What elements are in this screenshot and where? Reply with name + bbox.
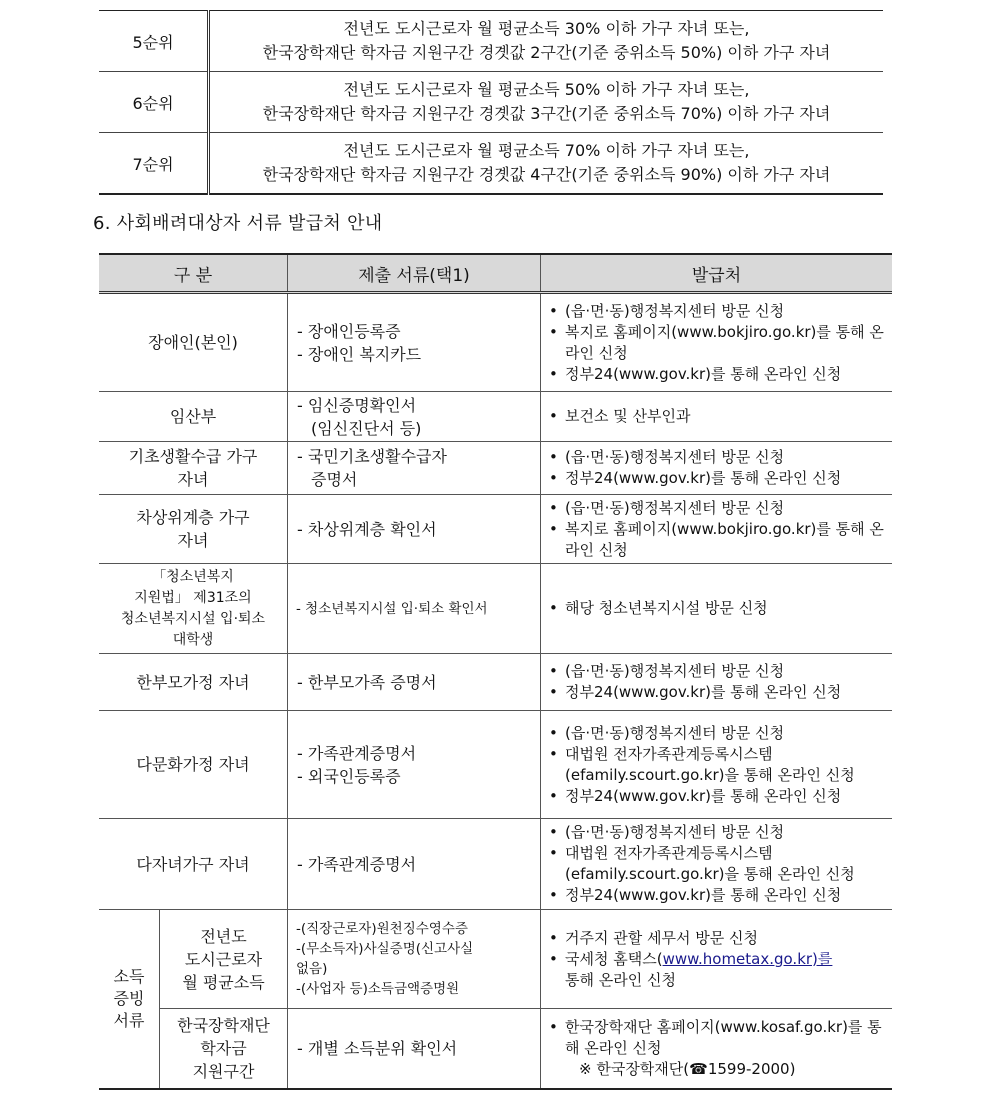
label-line: 서류 — [113, 1010, 145, 1030]
contact-note: ※ 한국장학재단(☎1599-2000) — [579, 1059, 796, 1078]
document-item: -(무소득자)사실증명(신고사실 — [296, 941, 474, 957]
document-item: - 청소년복지시설 입·퇴소 확인서 — [296, 600, 488, 617]
document-item: 없음) — [296, 961, 328, 977]
issuer-item: • 정부24(www.gov.kr)를 통해 온라인 신청 — [549, 683, 842, 701]
category-line: 한국장학재단 — [177, 1015, 270, 1035]
issuer-text: 통해 온라인 신청 — [565, 970, 676, 989]
issuer-item: • (읍·면·동)행정복지센터 방문 신청 — [549, 498, 785, 517]
rank-description — [209, 133, 884, 195]
table-row — [99, 1009, 892, 1089]
category-cell: 임산부 — [99, 392, 288, 442]
category-line: 「청소년복지 — [152, 568, 234, 585]
category-line: 자녀 — [177, 531, 209, 550]
header-issuer: 발급처 — [541, 254, 893, 293]
issuer-cell — [541, 1009, 893, 1089]
rank-desc-line: 전년도 도시근로자 월 평균소득 70% 이하 가구 자녀 또는, — [343, 141, 750, 160]
category-cell — [160, 910, 288, 1009]
issuer-item: • 보건소 및 산부인과 — [549, 407, 691, 425]
table-row — [99, 564, 892, 654]
issuer-item: • (읍·면·동)행정복지센터 방문 신청 — [549, 448, 785, 466]
documents-cell — [288, 910, 541, 1009]
table-row — [99, 654, 892, 711]
category-cell: 한부모가정 자녀 — [99, 654, 288, 711]
document-item: - 외국인등록증 — [297, 766, 401, 786]
table-row — [99, 392, 892, 442]
rank-table — [99, 10, 883, 195]
issuer-item: • 정부24(www.gov.kr)를 통해 온라인 신청 — [549, 364, 842, 383]
documents-cell — [288, 495, 541, 564]
table-row — [99, 293, 892, 392]
rank-desc-line: 한국장학재단 학자금 지원구간 경곗값 2구간(기준 중위소득 50%) 이하 가구 자녀 — [262, 43, 831, 62]
issuer-item: • 대법원 전자가족관계등록시스템 (efamily.scourt.go.kr)을 통해 온라인 신청 — [549, 844, 855, 883]
document-issuer-table — [99, 253, 892, 1090]
document-item: - 국민기초생활수급자 — [297, 447, 447, 466]
label-line: 소득 — [113, 966, 145, 986]
issuer-item: • (읍·면·동)행정복지센터 방문 신청 — [549, 823, 785, 841]
category-line: 월 평균소득 — [182, 972, 265, 992]
category-cell: 장애인(본인) — [99, 293, 288, 392]
documents-cell — [288, 293, 541, 392]
section-heading: 6. 사회배려대상자 서류 발급처 안내 — [93, 213, 383, 234]
table-row — [99, 711, 892, 819]
issuer-text: 국세청 홈택스( — [565, 949, 663, 968]
issuer-cell — [541, 392, 893, 442]
header-category: 구 분 — [99, 254, 288, 293]
table-header-row — [99, 254, 892, 293]
category-line: 전년도 — [200, 926, 247, 946]
document-item: - 임신증명확인서 — [297, 395, 417, 415]
rank-desc-line: 전년도 도시근로자 월 평균소득 30% 이하 가구 자녀 또는, — [343, 19, 750, 38]
issuer-cell — [541, 910, 893, 1009]
rank-label: 6순위 — [99, 72, 209, 133]
issuer-item: • 복지로 홈페이지(www.bokjiro.go.kr)를 통해 온라인 신청 — [549, 322, 884, 362]
category-cell — [99, 442, 288, 495]
category-cell: 다문화가정 자녀 — [99, 711, 288, 819]
category-line: 자녀 — [177, 470, 209, 489]
rank-label: 7순위 — [99, 133, 209, 195]
issuer-item: • 대법원 전자가족관계등록시스템 (efamily.scourt.go.kr)을 통해 온라인 신청 — [549, 744, 855, 784]
issuer-cell — [541, 564, 893, 654]
table-row — [99, 442, 892, 495]
document-item: 증명서 — [311, 470, 358, 489]
category-cell — [160, 1009, 288, 1089]
rank-description — [209, 72, 884, 133]
category-line: 기초생활수급 가구 — [128, 447, 258, 466]
category-line: 지원법」 제31조의 — [134, 589, 252, 606]
document-item: - 한부모가족 증명서 — [297, 672, 437, 692]
category-line: 학자금 — [200, 1038, 247, 1058]
documents-cell — [288, 654, 541, 711]
issuer-item: • (읍·면·동)행정복지센터 방문 신청 — [549, 662, 785, 680]
issuer-item: • 한국장학재단 홈페이지(www.kosaf.go.kr)를 통해 온라인 신청 — [549, 1017, 882, 1057]
header-documents: 제출 서류(택1) — [288, 254, 541, 293]
issuer-item: • 거주지 관할 세무서 방문 신청 — [549, 928, 758, 947]
issuer-item: • 정부24(www.gov.kr)를 통해 온라인 신청 — [549, 886, 842, 904]
hometax-link[interactable]: www.hometax.go.kr)를 — [662, 949, 833, 968]
issuer-item: • (읍·면·동)행정복지센터 방문 신청 — [549, 301, 785, 320]
issuer-item: • 해당 청소년복지시설 방문 신청 — [549, 599, 768, 617]
document-item: - 장애인등록증 — [297, 321, 401, 341]
document-item: (임신진단서 등) — [311, 418, 422, 438]
table-row — [99, 819, 892, 910]
issuer-cell — [541, 442, 893, 495]
documents-cell — [288, 392, 541, 442]
label-line: 증빙 — [113, 988, 145, 1008]
issuer-item: • 복지로 홈페이지(www.bokjiro.go.kr)를 통해 온라인 신청 — [549, 519, 884, 559]
table-row — [99, 910, 892, 1009]
rank-desc-line: 한국장학재단 학자금 지원구간 경곗값 4구간(기준 중위소득 90%) 이하 가구 자녀 — [262, 165, 831, 184]
issuer-cell — [541, 495, 893, 564]
table-row — [99, 11, 883, 72]
document-item: - 장애인 복지카드 — [297, 344, 422, 364]
document-item: - 개별 소득분위 확인서 — [297, 1038, 458, 1058]
documents-cell — [288, 1009, 541, 1089]
document-item: - 가족관계증명서 — [297, 743, 417, 763]
issuer-cell — [541, 711, 893, 819]
category-line: 도시근로자 — [184, 949, 263, 969]
table-row — [99, 133, 883, 195]
document-item: -(직장근로자)원천징수영수증 — [296, 921, 468, 937]
issuer-cell — [541, 819, 893, 910]
documents-cell — [288, 442, 541, 495]
document-item: - 차상위계층 확인서 — [297, 519, 437, 539]
document-item: -(사업자 등)소득금액증명원 — [296, 981, 460, 997]
issuer-cell — [541, 293, 893, 392]
issuer-cell — [541, 654, 893, 711]
issuer-item: • 국세청 홈택스(www.hometax.go.kr)를 통해 온라인 신청 — [549, 949, 833, 989]
category-line: 청소년복지시설 입·퇴소 — [120, 610, 266, 627]
rank-label: 5순위 — [99, 11, 209, 72]
income-proof-label — [99, 910, 160, 1089]
document-item: - 가족관계증명서 — [297, 854, 417, 874]
documents-cell — [288, 564, 541, 654]
rank-desc-line: 전년도 도시근로자 월 평균소득 50% 이하 가구 자녀 또는, — [343, 80, 750, 99]
table-row — [99, 72, 883, 133]
documents-cell — [288, 711, 541, 819]
category-cell — [99, 495, 288, 564]
rank-description — [209, 11, 884, 72]
table-row — [99, 495, 892, 564]
issuer-item: • 정부24(www.gov.kr)를 통해 온라인 신청 — [549, 786, 842, 805]
category-line: 차상위계층 가구 — [136, 508, 250, 527]
issuer-item: • (읍·면·동)행정복지센터 방문 신청 — [549, 723, 785, 742]
rank-desc-line: 한국장학재단 학자금 지원구간 경곗값 3구간(기준 중위소득 70%) 이하 가구 자녀 — [262, 104, 831, 123]
category-cell — [99, 564, 288, 654]
category-line: 지원구간 — [192, 1061, 255, 1081]
documents-cell — [288, 819, 541, 910]
category-cell: 다자녀가구 자녀 — [99, 819, 288, 910]
issuer-item: • 정부24(www.gov.kr)를 통해 온라인 신청 — [549, 469, 842, 487]
category-line: 대학생 — [172, 631, 214, 648]
